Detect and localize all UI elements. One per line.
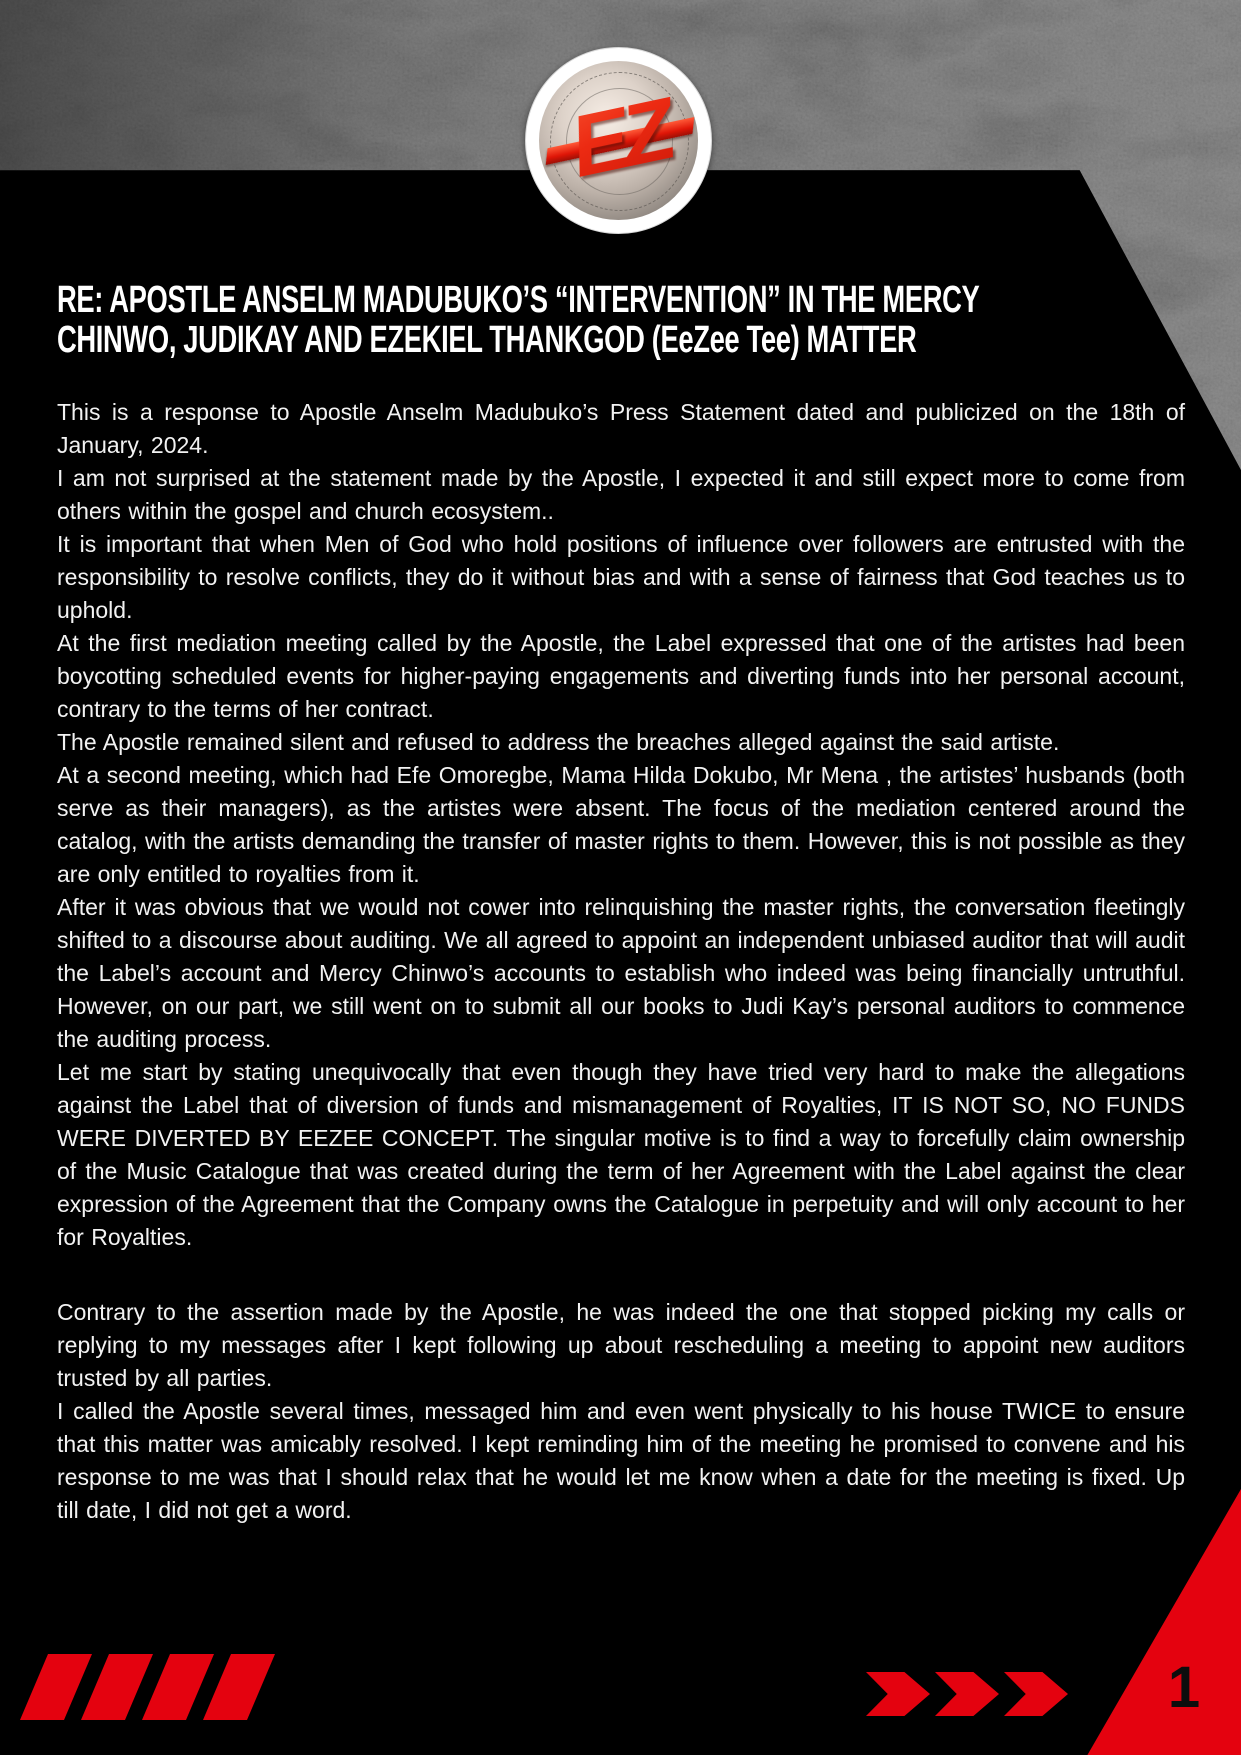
paragraph: Let me start by stating unequivocally that even though they have tried very hard to make the allegations against the Label that of diversion of funds and mismanagement of Royalties, IT IS NOT SO, NO FUNDS WERE DIVERTED BY EEZEE CONCEPT. The singular motive is to find a way to forcefully claim ownership of the Music Catalogue that was created during the term of her Agreement with the Label against the clear expression of the Agreement that the Company owns the Catalogue in perpetuity and will only account to her for Royalties.	[57, 1059, 1185, 1250]
document-title	[57, 280, 1241, 360]
chevron-right-icon	[935, 1672, 999, 1716]
title-line-1: RE: APOSTLE ANSELM MADUBUKO’S “INTERVENTION” IN THE MERCY	[57, 279, 980, 321]
paragraph: This is a response to Apostle Anselm Madubuko’s Press Statement dated and publicized on the 18th of January, 2024.	[57, 399, 1185, 458]
title-line-2: CHINWO, JUDIKAY AND EZEKIEL THANKGOD (EeZee Tee) MATTER	[57, 319, 917, 361]
paragraph: It is important that when Men of God who hold positions of influence over followers are entrusted with the responsibility to resolve conflicts, they do it without bias and with a sense of fairness that God teaches us to uphold.	[57, 531, 1185, 623]
chevron-right-icon	[1004, 1672, 1068, 1716]
paragraph: At the first mediation meeting called by the Apostle, the Label expressed that one of the artistes had been boycotting scheduled events for higher-paying engagements and diverting funds into her personal account, contrary to the terms of her contract.	[57, 630, 1185, 722]
paragraph: Contrary to the assertion made by the Apostle, he was indeed the one that stopped picking my calls or replying to my messages after I kept following up about rescheduling a meeting to appoint new auditors trusted by all parties.	[57, 1299, 1185, 1391]
paragraph: I called the Apostle several times, messaged him and even went physically to his house TWICE to ensure that this matter was amicably resolved. I kept reminding him of the meeting he promised to convene and his response to me was that I should relax that he would let me know when a date for the meeting is fixed. Up till date, I did not get a word.	[57, 1398, 1185, 1523]
page-number: 1	[1167, 1655, 1201, 1720]
paragraph: I am not surprised at the statement made by the Apostle, I expected it and still expect more to come from others within the gospel and church ecosystem..	[57, 465, 1185, 524]
slash-icon	[81, 1654, 153, 1720]
slash-icon	[142, 1654, 214, 1720]
footer-arrows-decoration	[866, 1672, 1068, 1716]
paragraph: The Apostle remained silent and refused to address the breaches alleged against the said artiste.	[57, 729, 1060, 755]
paragraph: After it was obvious that we would not cower into relinquishing the master rights, the conversation fleetingly shifted to a discourse about auditing. We all agreed to appoint an independent unbiased auditor that will audit the Label’s account and Mercy Chinwo’s accounts to establish who indeed was being financially untruthful. However, on our part, we still went on to submit all our books to Judi Kay’s personal auditors to commence the auditing process.	[57, 894, 1185, 1052]
footer-slashes-decoration	[20, 1654, 275, 1720]
paragraph: At a second meeting, which had Efe Omoregbe, Mama Hilda Dokubo, Mr Mena , the artistes’ husbands (both serve as their managers), as the artistes were absent. The focus of the mediation centered around the catalog, with the artists demanding the transfer of master rights to them. However, this is not possible as they are only entitled to royalties from it.	[57, 762, 1185, 887]
body-text	[57, 396, 1185, 1527]
chevron-right-icon	[866, 1672, 930, 1716]
eezee-logo-disc	[539, 61, 698, 220]
slash-icon	[20, 1654, 92, 1720]
slash-icon	[203, 1654, 275, 1720]
eezee-logo-monogram: EZ	[539, 61, 698, 220]
eezee-logo	[526, 48, 711, 233]
